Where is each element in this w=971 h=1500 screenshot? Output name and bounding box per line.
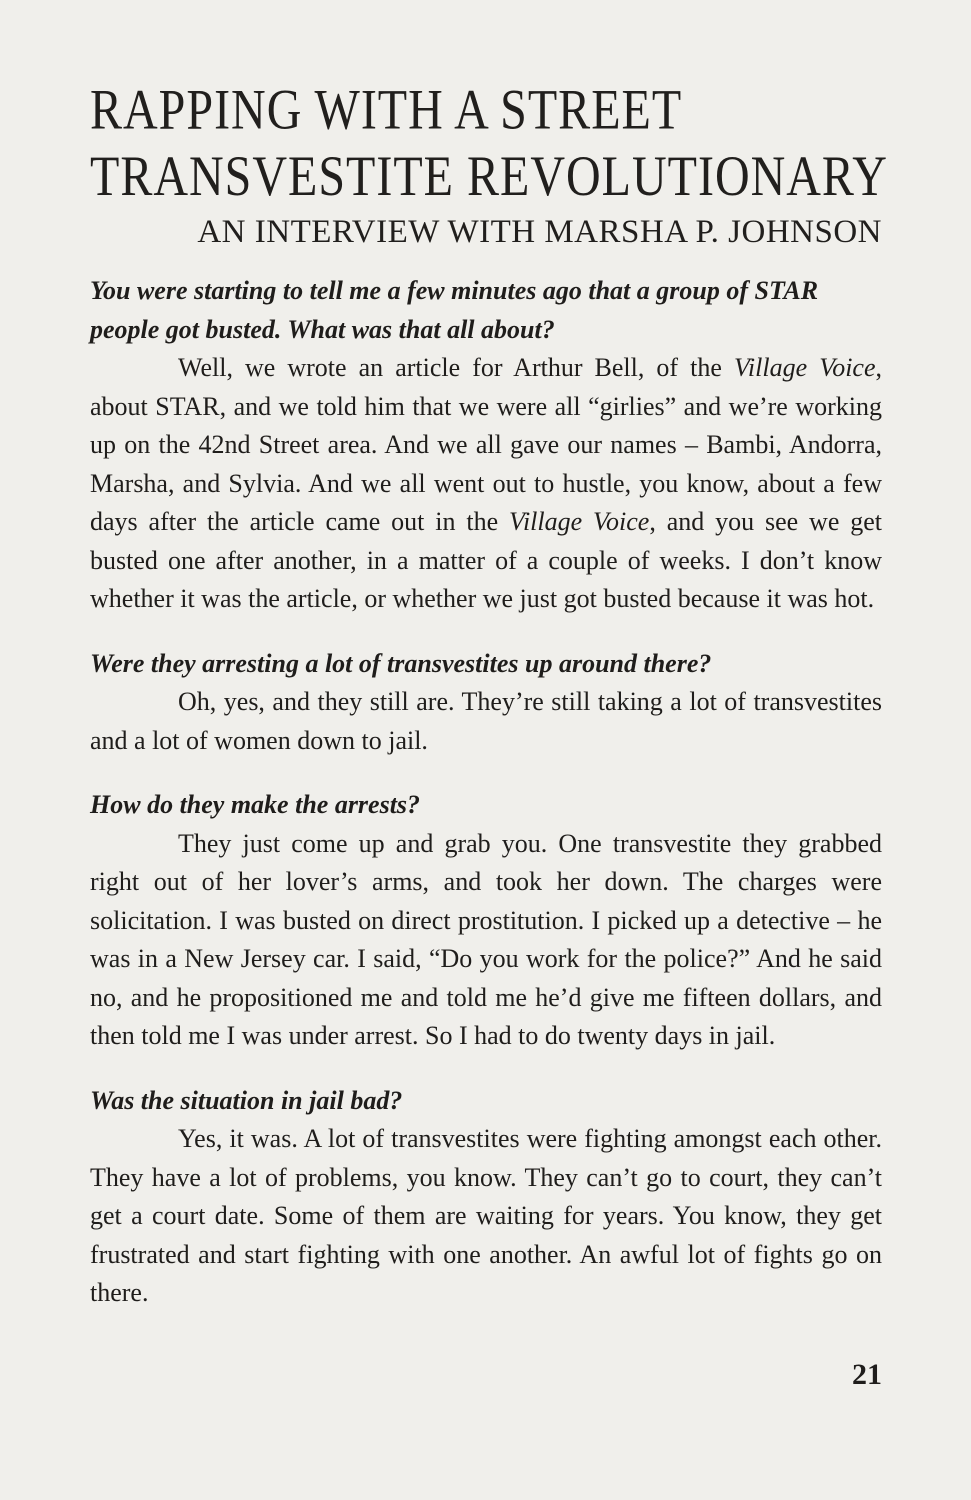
interview-answer: Oh, yes, and they still are. They’re still taking a lot of transvestites and a lot of women down to jail. (90, 687, 882, 755)
qa-block (90, 1082, 882, 1313)
interview-answer: Yes, it was. A lot of transvestites were fighting amongst each other. They have a lot of problems, you know. They can’t go to court, they can’t get a court date. Some of them are waiting for years. You know, they get frustrated and start fighting with one another. An awful lot of fights go on there. (90, 1124, 882, 1307)
qa-block (90, 786, 882, 1056)
article-title-line1: RAPPING WITH A STREET (90, 79, 683, 142)
article-subtitle: AN INTERVIEW WITH MARSHA P. JOHNSON (197, 214, 882, 250)
interview-body (90, 272, 882, 1313)
interview-answer: Well, we wrote an article for Arthur Bell, of the Village Voice, about STAR, and we told him that we were all “girlies” and we’re working up on the 42nd Street area. And we all gave our names – Bambi, Andorra, Marsha, and Sylvia. And we all went out to hustle, you know, about a few days after the article came out in the Village Voice, and you see we get busted one after another, in a matter of a couple of weeks. I don’t know whether it was the article, or whether we just got busted because it was hot. (90, 353, 883, 613)
article-title-line2: TRANSVESTITE REVOLUTIONARY (90, 145, 888, 208)
qa-block (90, 645, 882, 761)
article-header (90, 78, 888, 250)
interview-question: Were they arresting a lot of transvestites up around there? (90, 648, 712, 678)
interview-question: You were starting to tell me a few minutes ago that a group of STAR people got busted. What was that all about? (90, 276, 819, 344)
interview-answer: They just come up and grab you. One transvestite they grabbed right out of her lover’s arms, and took her down. The charges were solicitation. I was busted on direct prostitution. I picked up a detective – he was in a New Jersey car. I said, “Do you work for the police?” And he said no, and he propositioned me and told me he’d give me fifteen dollars, and then told me I was under arrest. So I had to do twenty days in jail. (90, 828, 882, 1050)
qa-block (90, 272, 882, 619)
page-number: 21 (852, 1358, 882, 1391)
article-title (90, 78, 888, 210)
interview-question: How do they make the arrests? (90, 790, 421, 819)
interview-question: Was the situation in jail bad? (90, 1085, 403, 1115)
